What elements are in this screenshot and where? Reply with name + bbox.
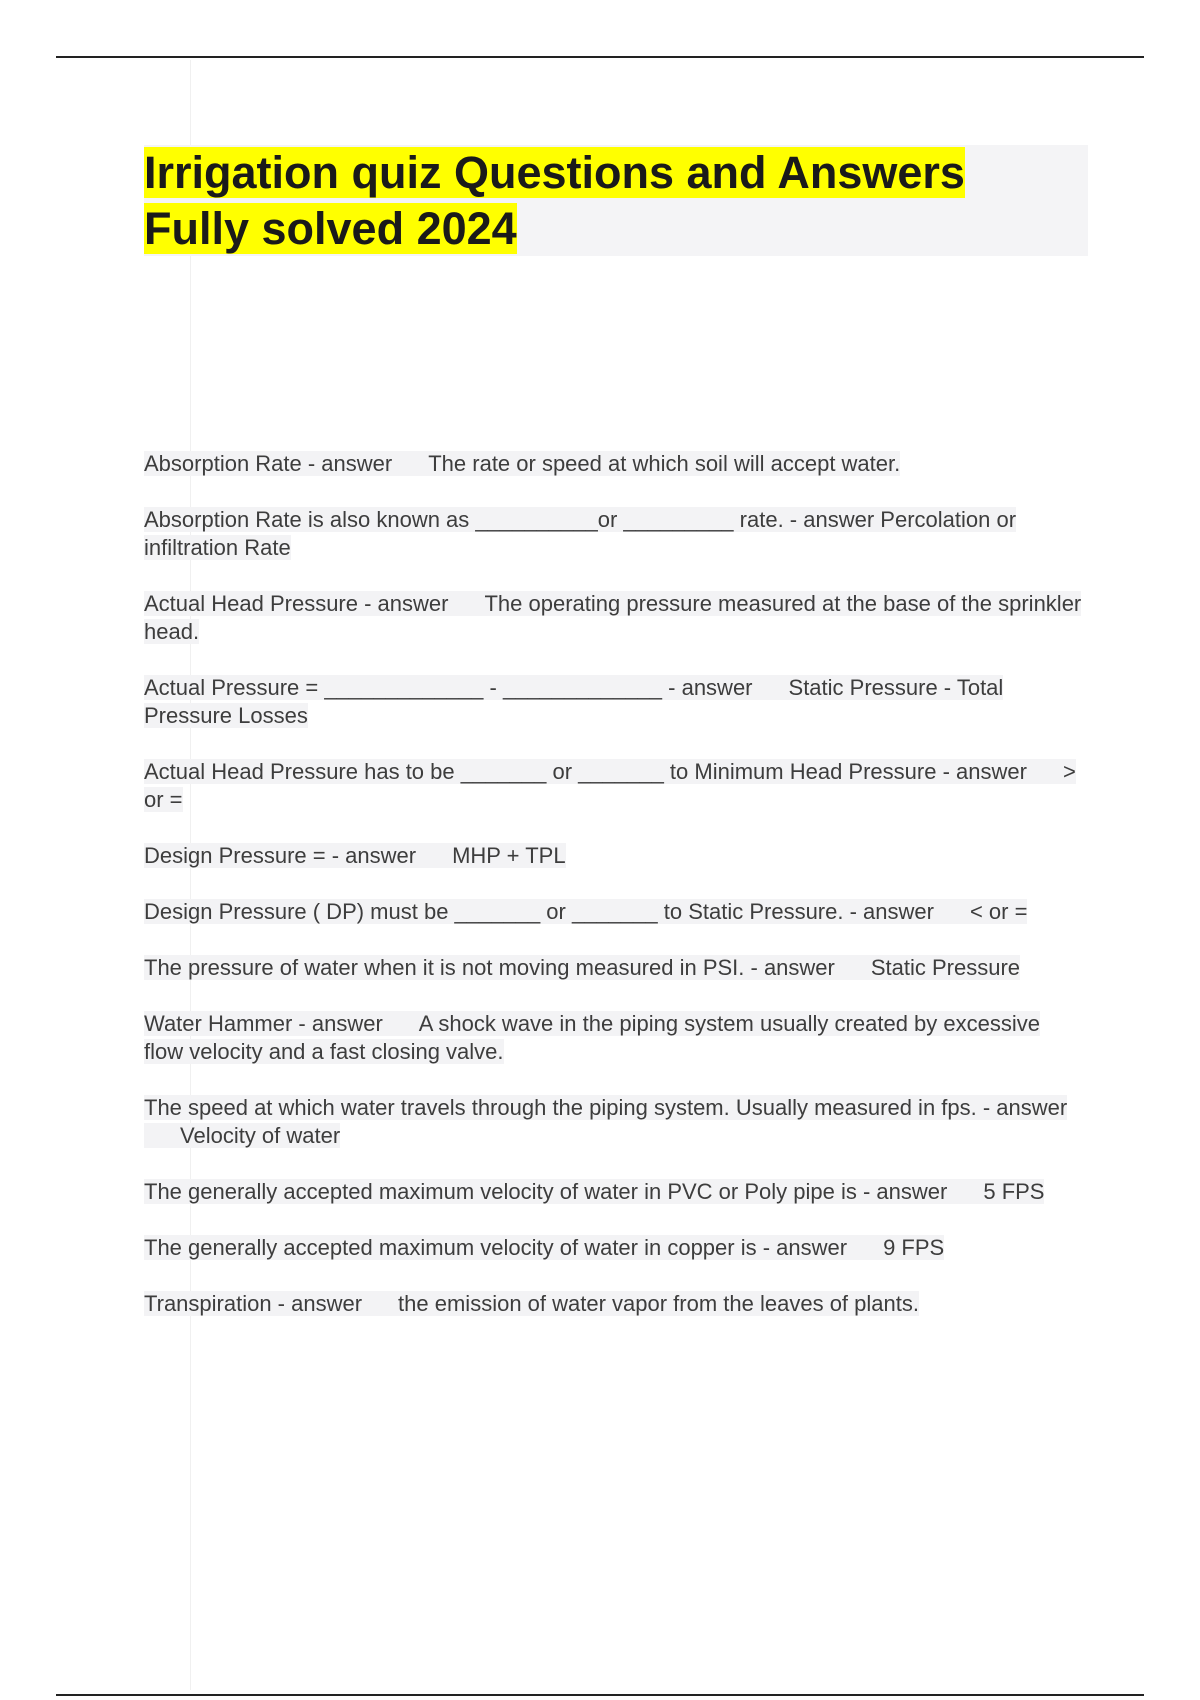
- question-text: Absorption Rate is also known as __________or _________ rate. - answer: [144, 507, 875, 532]
- qa-item: [144, 898, 1084, 926]
- answer-text: A shock wave in the piping system usually created by excessive flow velocity and a fast closing valve.: [144, 1011, 1040, 1064]
- answer-text: MHP + TPL: [452, 843, 566, 868]
- top-rule: [56, 56, 1144, 58]
- question-text: Design Pressure = - answer: [144, 843, 417, 868]
- answer-text: < or =: [969, 899, 1028, 924]
- qa-item: [144, 758, 1084, 814]
- answer-text: the emission of water vapor from the leaves of plants.: [398, 1291, 919, 1316]
- question-text: Actual Head Pressure - answer: [144, 591, 449, 616]
- title-block: [144, 145, 1088, 256]
- qa-item: [144, 1290, 1084, 1318]
- question-text: Actual Head Pressure has to be _______ or _______ to Minimum Head Pressure - answer: [144, 759, 1027, 784]
- answer-text: The operating pressure measured at the base of the sprinkler head.: [144, 591, 1082, 644]
- question-text: Transpiration - answer: [144, 1291, 363, 1316]
- question-text: Design Pressure ( DP) must be _______ or _______ to Static Pressure. - answer: [144, 899, 934, 924]
- title-line-2: Fully solved 2024: [144, 203, 517, 254]
- qa-item: [144, 1094, 1084, 1150]
- question-text: Absorption Rate - answer: [144, 451, 393, 476]
- answer-text: 9 FPS: [883, 1235, 945, 1260]
- title-line-1: Irrigation quiz Questions and Answers: [144, 147, 965, 198]
- bottom-rule: [56, 1694, 1144, 1696]
- document-title: [144, 145, 1088, 257]
- qa-item: [144, 450, 1084, 478]
- question-text: The generally accepted maximum velocity of water in copper is - answer: [144, 1235, 848, 1260]
- qa-item: [144, 1010, 1084, 1066]
- qa-item: [144, 674, 1084, 730]
- answer-text: 5 FPS: [983, 1179, 1045, 1204]
- qa-item: [144, 954, 1084, 982]
- qa-item: [144, 1178, 1084, 1206]
- answer-text: Percolation or infiltration Rate: [144, 507, 1017, 560]
- question-text: The speed at which water travels through the piping system. Usually measured in fps. - answer: [144, 1095, 1068, 1120]
- answer-text: Velocity of water: [180, 1123, 341, 1148]
- question-text: Actual Pressure = _____________ - _____________ - answer: [144, 675, 753, 700]
- answer-text: > or =: [144, 759, 1076, 812]
- qa-item: [144, 842, 1084, 870]
- answer-text: Static Pressure - Total Pressure Losses: [144, 675, 1004, 728]
- answer-text: The rate or speed at which soil will accept water.: [428, 451, 901, 476]
- qa-item: [144, 1234, 1084, 1262]
- qa-item: [144, 590, 1084, 646]
- answer-text: Static Pressure: [870, 955, 1021, 980]
- question-text: The pressure of water when it is not moving measured in PSI. - answer: [144, 955, 835, 980]
- question-text: Water Hammer - answer: [144, 1011, 383, 1036]
- question-text: The generally accepted maximum velocity of water in PVC or Poly pipe is - answer: [144, 1179, 948, 1204]
- qa-item: [144, 506, 1084, 562]
- qa-list: [144, 450, 1084, 1346]
